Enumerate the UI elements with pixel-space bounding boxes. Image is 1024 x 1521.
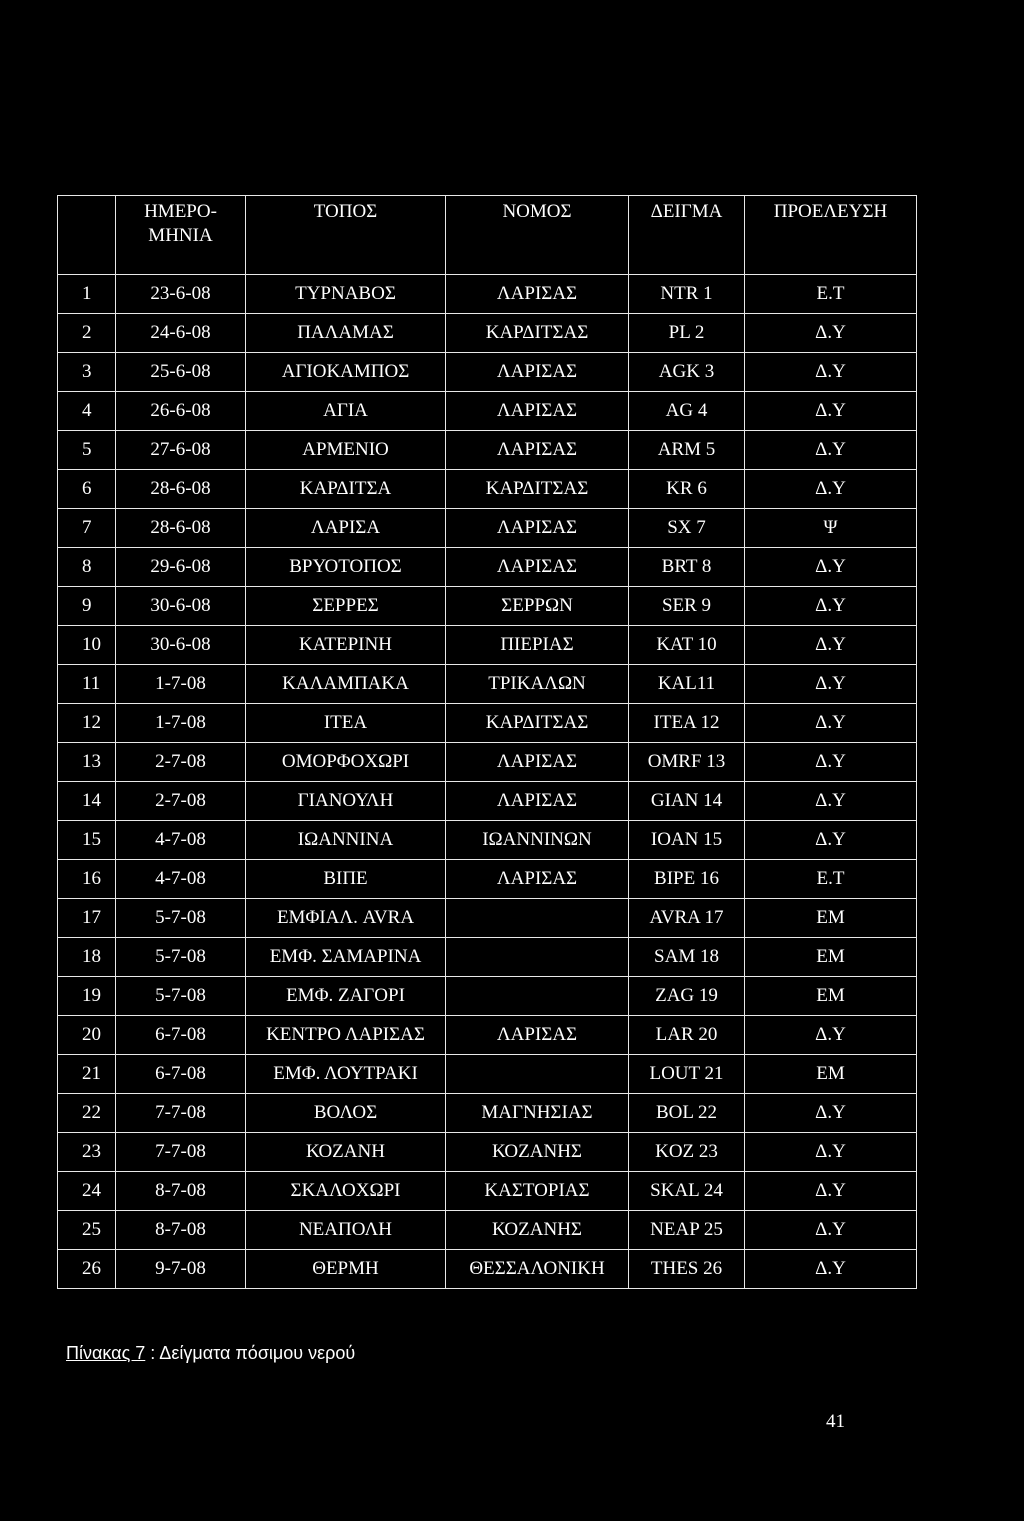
cell-prefecture: ΚΟΖΑΝΗΣ (446, 1211, 629, 1250)
cell-prefecture (446, 899, 629, 938)
cell-origin: Δ.Υ (745, 353, 917, 392)
cell-origin: Δ.Υ (745, 314, 917, 353)
cell-location: ΟΜΟΡΦΟΧΩΡΙ (246, 743, 446, 782)
cell-prefecture: ΛΑΡΙΣΑΣ (446, 782, 629, 821)
cell-prefecture: ΛΑΡΙΣΑΣ (446, 860, 629, 899)
table-row (58, 977, 917, 1016)
cell-date: 6-7-08 (116, 1055, 246, 1094)
cell-prefecture: ΜΑΓΝΗΣΙΑΣ (446, 1094, 629, 1133)
cell-origin: Δ.Υ (745, 1250, 917, 1289)
cell-date: 8-7-08 (116, 1172, 246, 1211)
header-prefecture: ΝΟΜΟΣ (446, 196, 629, 275)
cell-sample: SAM 18 (629, 938, 745, 977)
cell-date: 1-7-08 (116, 665, 246, 704)
cell-location: ΚΑΤΕΡΙΝΗ (246, 626, 446, 665)
cell-number: 13 (58, 743, 116, 782)
cell-sample: AVRA 17 (629, 899, 745, 938)
cell-location: ΠΑΛΑΜΑΣ (246, 314, 446, 353)
cell-prefecture: ΣΕΡΡΩΝ (446, 587, 629, 626)
header-date-line2: ΜΗΝΙΑ (148, 225, 213, 246)
cell-number: 11 (58, 665, 116, 704)
cell-prefecture: ΛΑΡΙΣΑΣ (446, 1016, 629, 1055)
cell-sample: SX 7 (629, 509, 745, 548)
cell-sample: BOL 22 (629, 1094, 745, 1133)
cell-prefecture: ΚΟΖΑΝΗΣ (446, 1133, 629, 1172)
cell-location: ΣΚΑΛΟΧΩΡΙ (246, 1172, 446, 1211)
cell-location: ΑΓΙΟΚΑΜΠΟΣ (246, 353, 446, 392)
cell-date: 1-7-08 (116, 704, 246, 743)
cell-date: 7-7-08 (116, 1133, 246, 1172)
cell-prefecture: ΚΑΡΔΙΤΣΑΣ (446, 704, 629, 743)
cell-origin: ΕΜ (745, 1055, 917, 1094)
table-row (58, 1172, 917, 1211)
cell-number: 10 (58, 626, 116, 665)
cell-date: 6-7-08 (116, 1016, 246, 1055)
header-row (58, 196, 917, 275)
cell-date: 26-6-08 (116, 392, 246, 431)
table-row (58, 899, 917, 938)
cell-sample: NTR 1 (629, 275, 745, 314)
table-row (58, 1133, 917, 1172)
cell-sample: LOUT 21 (629, 1055, 745, 1094)
cell-origin: Ε.Τ (745, 275, 917, 314)
samples-table (57, 195, 917, 1289)
cell-location: ΣΕΡΡΕΣ (246, 587, 446, 626)
cell-sample: IOAN 15 (629, 821, 745, 860)
cell-date: 4-7-08 (116, 821, 246, 860)
cell-prefecture (446, 977, 629, 1016)
table-row (58, 275, 917, 314)
cell-prefecture: ΛΑΡΙΣΑΣ (446, 392, 629, 431)
cell-number: 4 (58, 392, 116, 431)
cell-sample: SKAL 24 (629, 1172, 745, 1211)
cell-sample: THES 26 (629, 1250, 745, 1289)
table-caption (66, 1343, 355, 1364)
table-row (58, 626, 917, 665)
cell-prefecture: ΛΑΡΙΣΑΣ (446, 548, 629, 587)
cell-location: ΕΜΦ. ΣΑΜΑΡΙΝΑ (246, 938, 446, 977)
cell-number: 3 (58, 353, 116, 392)
table-row (58, 665, 917, 704)
cell-number: 14 (58, 782, 116, 821)
table-row (58, 743, 917, 782)
cell-prefecture (446, 1055, 629, 1094)
cell-location: ΓΙΑΝΟΥΛΗ (246, 782, 446, 821)
cell-sample: OMRF 13 (629, 743, 745, 782)
cell-location: ΛΑΡΙΣΑ (246, 509, 446, 548)
cell-sample: BRT 8 (629, 548, 745, 587)
cell-origin: Δ.Υ (745, 1172, 917, 1211)
cell-number: 15 (58, 821, 116, 860)
cell-date: 29-6-08 (116, 548, 246, 587)
cell-date: 25-6-08 (116, 353, 246, 392)
cell-date: 9-7-08 (116, 1250, 246, 1289)
table-row (58, 1016, 917, 1055)
header-date (116, 196, 246, 275)
cell-origin: Δ.Υ (745, 782, 917, 821)
table-row (58, 587, 917, 626)
cell-origin: Δ.Υ (745, 1094, 917, 1133)
cell-prefecture: ΠΙΕΡΙΑΣ (446, 626, 629, 665)
cell-number: 20 (58, 1016, 116, 1055)
cell-sample: ARM 5 (629, 431, 745, 470)
cell-prefecture: ΘΕΣΣΑΛΟΝΙΚΗ (446, 1250, 629, 1289)
cell-sample: ITEA 12 (629, 704, 745, 743)
cell-location: ΑΡΜΕΝΙΟ (246, 431, 446, 470)
header-date-line1: ΗΜΕΡΟ- (144, 201, 217, 222)
cell-origin: Δ.Υ (745, 626, 917, 665)
cell-sample: AGK 3 (629, 353, 745, 392)
table-row (58, 821, 917, 860)
cell-location: ΑΓΙΑ (246, 392, 446, 431)
cell-origin: Δ.Υ (745, 665, 917, 704)
cell-prefecture: ΚΑΡΔΙΤΣΑΣ (446, 470, 629, 509)
cell-sample: NEAP 25 (629, 1211, 745, 1250)
cell-prefecture: ΙΩΑΝΝΙΝΩΝ (446, 821, 629, 860)
cell-number: 8 (58, 548, 116, 587)
caption-separator: : (145, 1343, 160, 1363)
cell-date: 30-6-08 (116, 626, 246, 665)
cell-sample: PL 2 (629, 314, 745, 353)
cell-number: 25 (58, 1211, 116, 1250)
cell-date: 30-6-08 (116, 587, 246, 626)
cell-origin: Δ.Υ (745, 743, 917, 782)
cell-origin: ΕΜ (745, 977, 917, 1016)
cell-prefecture: ΛΑΡΙΣΑΣ (446, 353, 629, 392)
cell-sample: BIPE 16 (629, 860, 745, 899)
cell-number: 7 (58, 509, 116, 548)
caption-text: Δείγματα πόσιμου νερού (159, 1343, 356, 1363)
cell-origin: Δ.Υ (745, 1211, 917, 1250)
cell-prefecture (446, 938, 629, 977)
cell-sample: SER 9 (629, 587, 745, 626)
cell-sample: KOZ 23 (629, 1133, 745, 1172)
cell-location: ΒΡΥΟΤΟΠΟΣ (246, 548, 446, 587)
cell-number: 5 (58, 431, 116, 470)
cell-number: 1 (58, 275, 116, 314)
cell-number: 23 (58, 1133, 116, 1172)
table-body (58, 275, 917, 1289)
cell-location: ΚΑΛΑΜΠΑΚΑ (246, 665, 446, 704)
cell-prefecture: ΚΑΡΔΙΤΣΑΣ (446, 314, 629, 353)
cell-origin: Δ.Υ (745, 587, 917, 626)
cell-prefecture: ΛΑΡΙΣΑΣ (446, 275, 629, 314)
table-row (58, 1055, 917, 1094)
cell-location: ΒΙΠΕ (246, 860, 446, 899)
cell-date: 24-6-08 (116, 314, 246, 353)
cell-date: 5-7-08 (116, 938, 246, 977)
table-row (58, 938, 917, 977)
cell-number: 9 (58, 587, 116, 626)
cell-origin: Ψ (745, 509, 917, 548)
cell-origin: ΕΜ (745, 899, 917, 938)
cell-prefecture: ΛΑΡΙΣΑΣ (446, 743, 629, 782)
table-row (58, 470, 917, 509)
cell-sample: LAR 20 (629, 1016, 745, 1055)
cell-sample: AG 4 (629, 392, 745, 431)
page-number: 41 (826, 1411, 845, 1432)
header-number (58, 196, 116, 275)
cell-prefecture: ΚΑΣΤΟΡΙΑΣ (446, 1172, 629, 1211)
cell-number: 17 (58, 899, 116, 938)
cell-sample: GIAN 14 (629, 782, 745, 821)
cell-location: ΕΜΦ. ΖΑΓΟΡΙ (246, 977, 446, 1016)
cell-location: ΤΥΡΝΑΒΟΣ (246, 275, 446, 314)
cell-number: 18 (58, 938, 116, 977)
cell-sample: KAL11 (629, 665, 745, 704)
cell-number: 6 (58, 470, 116, 509)
table-row (58, 353, 917, 392)
table-row (58, 704, 917, 743)
table-row (58, 431, 917, 470)
cell-prefecture: ΛΑΡΙΣΑΣ (446, 431, 629, 470)
table-row (58, 1250, 917, 1289)
header-sample: ΔΕΙΓΜΑ (629, 196, 745, 275)
caption-label: Πίνακας 7 (66, 1343, 146, 1363)
table-row (58, 314, 917, 353)
cell-number: 2 (58, 314, 116, 353)
cell-origin: Δ.Υ (745, 1133, 917, 1172)
cell-location: ΘΕΡΜΗ (246, 1250, 446, 1289)
cell-location: ΚΟΖΑΝΗ (246, 1133, 446, 1172)
table-row (58, 782, 917, 821)
cell-date: 2-7-08 (116, 782, 246, 821)
cell-origin: Ε.Τ (745, 860, 917, 899)
table-header (58, 196, 917, 275)
cell-number: 26 (58, 1250, 116, 1289)
cell-origin: Δ.Υ (745, 392, 917, 431)
table-row (58, 509, 917, 548)
cell-prefecture: ΤΡΙΚΑΛΩΝ (446, 665, 629, 704)
cell-date: 5-7-08 (116, 977, 246, 1016)
cell-sample: KAT 10 (629, 626, 745, 665)
cell-location: ΙΤΕΑ (246, 704, 446, 743)
cell-date: 7-7-08 (116, 1094, 246, 1133)
cell-date: 23-6-08 (116, 275, 246, 314)
cell-number: 12 (58, 704, 116, 743)
cell-date: 27-6-08 (116, 431, 246, 470)
cell-date: 8-7-08 (116, 1211, 246, 1250)
table-row (58, 1094, 917, 1133)
cell-date: 4-7-08 (116, 860, 246, 899)
cell-origin: Δ.Υ (745, 704, 917, 743)
cell-date: 5-7-08 (116, 899, 246, 938)
cell-number: 24 (58, 1172, 116, 1211)
cell-prefecture: ΛΑΡΙΣΑΣ (446, 509, 629, 548)
header-origin: ΠΡΟΕΛΕΥΣΗ (745, 196, 917, 275)
cell-location: ΚΑΡΔΙΤΣΑ (246, 470, 446, 509)
cell-number: 22 (58, 1094, 116, 1133)
table-row (58, 392, 917, 431)
cell-sample: KR 6 (629, 470, 745, 509)
cell-origin: Δ.Υ (745, 470, 917, 509)
table-row (58, 1211, 917, 1250)
cell-date: 28-6-08 (116, 470, 246, 509)
cell-origin: Δ.Υ (745, 431, 917, 470)
cell-location: ΙΩΑΝΝΙΝΑ (246, 821, 446, 860)
cell-date: 2-7-08 (116, 743, 246, 782)
cell-location: ΕΜΦΙΑΛ. AVRA (246, 899, 446, 938)
cell-location: ΒΟΛΟΣ (246, 1094, 446, 1133)
cell-location: ΝΕΑΠΟΛΗ (246, 1211, 446, 1250)
cell-location: ΕΜΦ. ΛΟΥΤΡΑΚΙ (246, 1055, 446, 1094)
table-row (58, 548, 917, 587)
cell-date: 28-6-08 (116, 509, 246, 548)
cell-number: 16 (58, 860, 116, 899)
cell-number: 19 (58, 977, 116, 1016)
cell-origin: Δ.Υ (745, 1016, 917, 1055)
table-row (58, 860, 917, 899)
cell-location: ΚΕΝΤΡΟ ΛΑΡΙΣΑΣ (246, 1016, 446, 1055)
cell-number: 21 (58, 1055, 116, 1094)
cell-sample: ZAG 19 (629, 977, 745, 1016)
cell-origin: ΕΜ (745, 938, 917, 977)
header-location: ΤΟΠΟΣ (246, 196, 446, 275)
cell-origin: Δ.Υ (745, 821, 917, 860)
cell-origin: Δ.Υ (745, 548, 917, 587)
